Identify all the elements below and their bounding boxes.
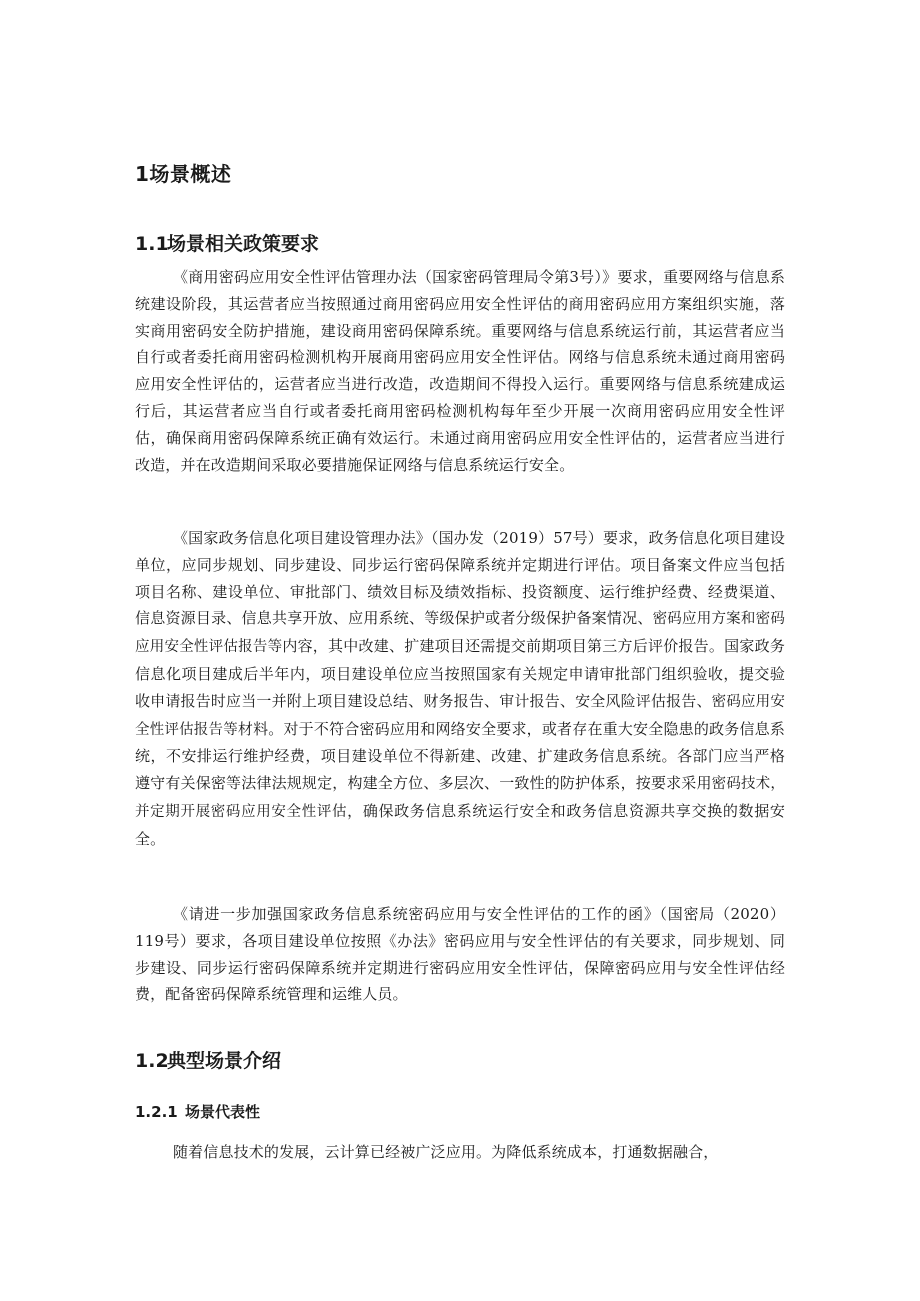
emphasized-text: 密码应用安全性评估报告等 [135,693,785,738]
emphasized-text: 密码应用方案和密码应用安全性评估报告等 [135,611,785,656]
paragraph-text: 《国家政务信息化项目建设管理办法》（国办发（2019）57号）要求，政务信息化项目建设单位，应同步规划、同步建设、同步运行密码保障系统并定期进行评估。项目备案文件应当包括项目名称、建设单位、审批部门、绩效目标及绩效指标、投资额度、运行维护经费、经费渠道、信息资源目录、信息共享开放、应用系统、等级保护或者分级保护备案情况、 [135,529,785,628]
paragraph-text: 内容，其中改建、扩建项目还需提交前期项目第三方后评价报告。国家政务信息化项目建成后半年内，项目建设单位应当按照国家有关规定申请审批部门组织验收，提交验收申请报告时应当一并附上项目建设总结、财务报告、审计报告、安全风险评估报告、 [135,637,785,710]
paragraph-text: ，确保政务信息系统运行安全和政务信息资源共享交换的数据安全。 [135,801,785,848]
policy-paragraph-1: 《商用密码应用安全性评估管理办法（国家密码管理局令第3号）》要求，重要网络与信息系统建设阶段，其运营者应当按照通过商用密码应用安全性评估的商用密码应用方案组织实施，落实商用密码安全防护措施，建设商用密码保障系统。重要网络与信息系统运行前，其运营者应当自行或者委托商用密码检测机构开展商用密码应用安全性评估。网络与信息系统未通过商用密码应用安全性评估的，运营者应当进行改造，改造期间不得投入运行。重要网络与信息系统建成运行后，其运营者应当自行或者委托商用密码检测机构每年至少开展一次商用密码应用安全性评估，确保商用密码保障系统正确有效运行。未通过商用密码应用安全性评估的，运营者应当进行改造，并在改造期间采取必要措施保证网络与信息系统运行安全。 [135,268,785,474]
paragraph-text: 材料。对于不符合密码应用和网络安全要求，或者存在重大安全隐患的政务信息系统，不安排运行维护经费，项目建设单位不得新建、改建、扩建政务信息系统。各部门应当严格遵守有关保密等法律法规规定，构建全方位、多层次、一致性的防护体系，按要求采用 [135,719,785,793]
section-title: 场景相关政策要求 [167,233,320,255]
section-number: 1.2 [135,1050,169,1072]
section-heading-1-2 [135,1046,281,1073]
section-number: 1.1 [135,233,169,255]
subsection-title: 场景代表性 [185,1103,261,1121]
chapter-heading: 1场景概述 [135,162,232,186]
emphasized-text: 密码技术，并定期开展密码应用安全性评估 [135,776,785,820]
subsection-number: 1.2.1 [135,1103,178,1121]
intro-paragraph: 随着信息技术的发展，云计算已经被广泛应用。为降低系统成本，打通数据融合， [173,1143,719,1161]
policy-paragraph-2 [135,525,785,853]
policy-paragraph-3: 《请进一步加强国家政务信息系统密码应用与安全性评估的工作的函》（国密局（2020）119号）要求，各项目建设单位按照《办法》密码应用与安全性评估的有关要求，同步规划、同步建设、同步运行密码保障系统并定期进行密码应用安全性评估，保障密码应用与安全性评估经费，配备密码保障系统管理和运维人员。 [135,905,785,1004]
section-heading-1-1 [135,229,319,256]
subsection-heading-1-2-1 [135,1101,260,1122]
section-title: 典型场景介绍 [167,1050,282,1072]
